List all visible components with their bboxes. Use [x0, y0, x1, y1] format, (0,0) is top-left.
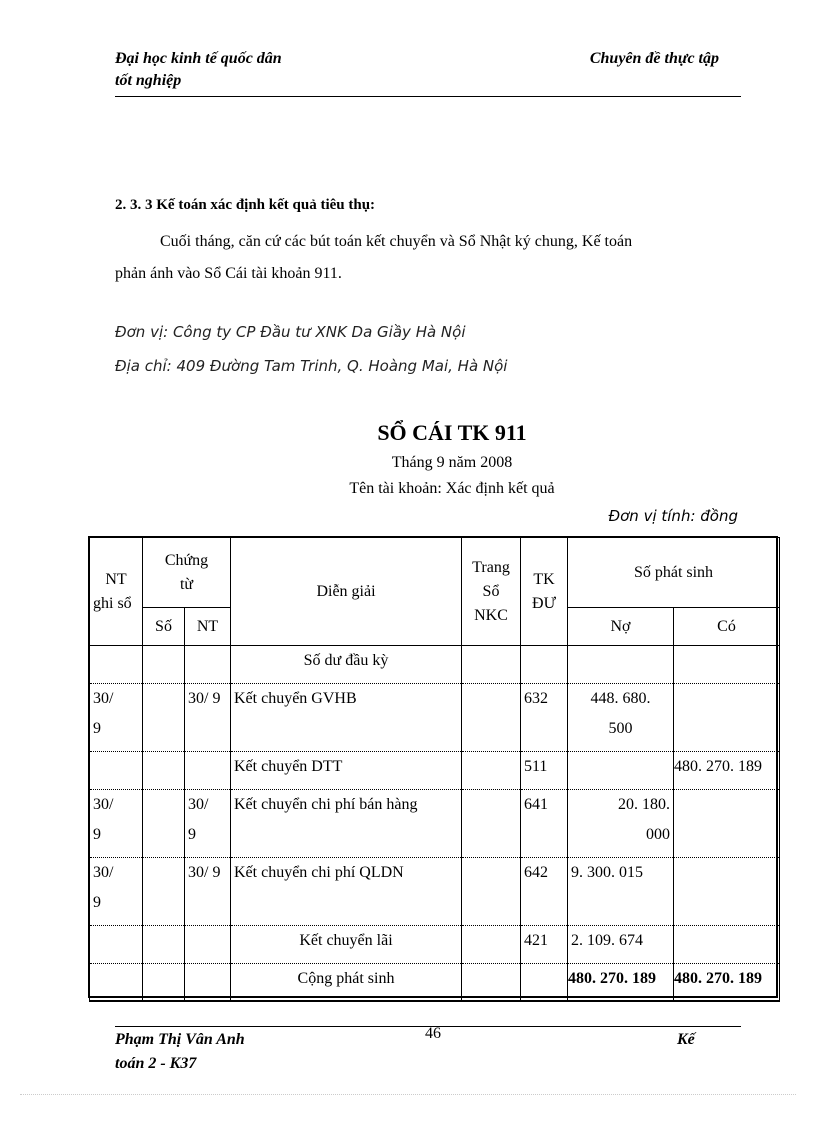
col-so: Số	[143, 608, 185, 646]
col-dien-giai: Diễn giải	[231, 538, 462, 646]
ledger-period: Tháng 9 năm 2008	[391, 454, 513, 471]
intro-paragraph	[115, 226, 741, 290]
page-number: 46	[425, 1025, 441, 1042]
col-nt: NT	[185, 608, 231, 646]
school-name-cont: tốt nghiệp	[115, 72, 182, 89]
table-row: 30/ 9 30/ 9 Kết chuyển chi phí bán hàng 641 20. 180. 000	[90, 790, 780, 858]
row-desc: Kết chuyển lãi	[231, 926, 462, 964]
page-header	[115, 50, 741, 97]
col-chung-tu: Chứng từ	[143, 538, 231, 608]
col-trang-nkc: Trang Sổ NKC	[462, 538, 521, 646]
footer-right: Kế	[677, 1031, 695, 1048]
table-row: 30/ 9 30/ 9 Kết chuyển GVHB 632 448. 680. 500	[90, 684, 780, 752]
org-address: Địa chỉ: 409 Đường Tam Trinh, Q. Hoàng Mai, Hà Nội	[115, 357, 508, 375]
col-tk-du: TK ĐƯ	[521, 538, 568, 646]
currency-unit: Đơn vị tính: đồng	[608, 507, 738, 525]
col-co: Có	[674, 608, 780, 646]
section-heading: 2. 3. 3 Kế toán xác định kết quả tiêu thụ:	[115, 197, 376, 213]
ledger-table	[89, 537, 780, 1002]
total-row	[90, 964, 780, 1001]
row-desc: Kết chuyển chi phí bán hàng	[231, 790, 462, 858]
ledger-account-name: Tên tài khoản: Xác định kết quả	[349, 480, 555, 497]
total-debit: 480. 270. 189	[568, 964, 674, 1001]
col-so-phat-sinh: Số phát sinh	[568, 538, 780, 608]
bottom-divider	[20, 1094, 796, 1095]
org-unit: Đơn vị: Công ty CP Đầu tư XNK Da Giầy Hà Nội	[115, 323, 466, 341]
row-desc: Kết chuyển chi phí QLDN	[231, 858, 462, 926]
row-desc: Kết chuyển GVHB	[231, 684, 462, 752]
page-footer	[115, 1026, 741, 1077]
row-desc: Kết chuyển DTT	[231, 752, 462, 790]
table-row: Kết chuyển DTT 511 480. 270. 189	[90, 752, 780, 790]
report-type: Chuyên đề thực tập	[589, 50, 719, 67]
para-line-2: phản ánh vào Sổ Cái tài khoản 911.	[115, 265, 342, 282]
ledger-title: SỔ CÁI TK 911	[377, 420, 527, 445]
total-label: Cộng phát sinh	[231, 964, 462, 1001]
total-credit: 480. 270. 189	[674, 964, 780, 1001]
para-line-1: Cuối tháng, căn cứ các bút toán kết chuyển và Sổ Nhật ký chung, Kế toán	[160, 233, 633, 250]
table-row	[90, 646, 780, 684]
header-row-1	[90, 538, 780, 608]
col-no: Nợ	[568, 608, 674, 646]
author-name: Phạm Thị Vân Anh	[115, 1031, 245, 1048]
school-name: Đại học kinh tế quốc dân	[115, 50, 282, 67]
col-nt-ghi-so: NT ghi sổ	[90, 538, 143, 646]
table-row: Kết chuyển lãi 421 2. 109. 674	[90, 926, 780, 964]
table-row: 30/ 9 30/ 9 Kết chuyển chi phí QLDN 642 9. 300. 015	[90, 858, 780, 926]
author-class: toán 2 - K37	[115, 1055, 197, 1072]
row-desc: Số dư đầu kỳ	[231, 646, 462, 684]
